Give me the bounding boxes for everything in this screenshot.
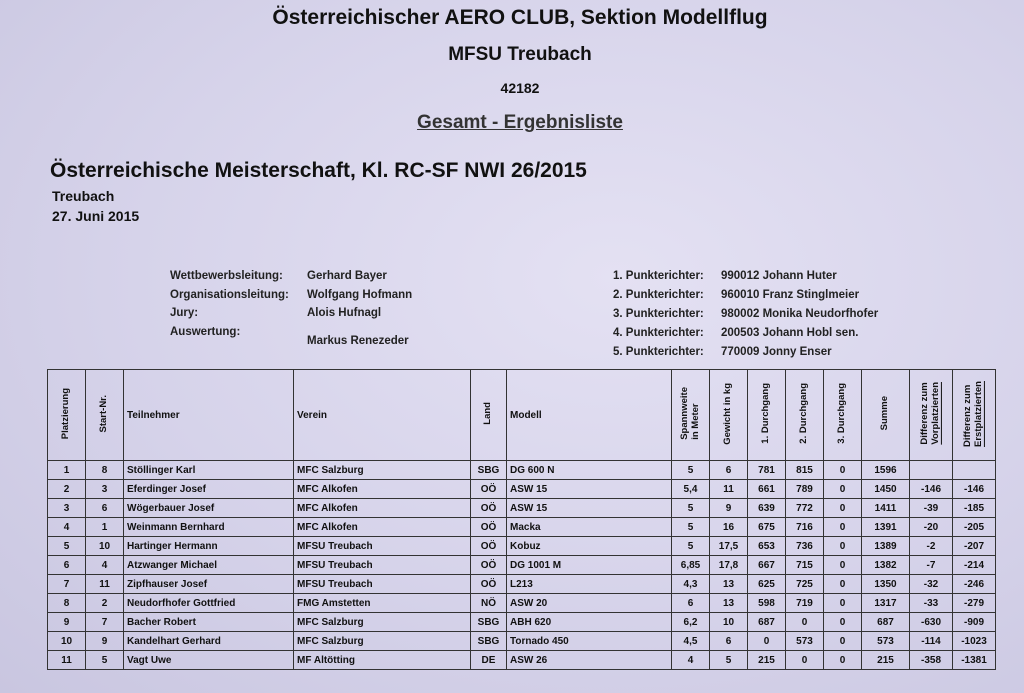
cell-land: OÖ bbox=[471, 499, 507, 518]
cell-modell: Tornado 450 bbox=[507, 632, 672, 651]
cell-gewicht: 11 bbox=[710, 480, 748, 499]
cell-verein: MFC Alkofen bbox=[294, 518, 471, 537]
cell-start-nr: 10 bbox=[86, 537, 124, 556]
table-row bbox=[48, 499, 996, 518]
header-durchgang-3: 3. Durchgang bbox=[824, 370, 862, 461]
cell-start-nr: 5 bbox=[86, 651, 124, 670]
cell-gewicht: 6 bbox=[710, 632, 748, 651]
cell-start-nr: 1 bbox=[86, 518, 124, 537]
cell-diff-vorplatzierten: -630 bbox=[910, 613, 953, 632]
cell-summe: 1450 bbox=[862, 480, 910, 499]
cell-land: NÖ bbox=[471, 594, 507, 613]
cell-modell: DG 600 N bbox=[507, 461, 672, 480]
cell-spannweite: 4,5 bbox=[672, 632, 710, 651]
cell-modell: ASW 20 bbox=[507, 594, 672, 613]
cell-spannweite: 6 bbox=[672, 594, 710, 613]
cell-spannweite: 5,4 bbox=[672, 480, 710, 499]
competition-title: Österreichische Meisterschaft, Kl. RC-SF NWI 26/2015 bbox=[50, 159, 587, 182]
official-value: Alois Hufnagl bbox=[307, 307, 382, 319]
header-land: Land bbox=[471, 370, 507, 461]
cell-verein: MFC Salzburg bbox=[294, 461, 471, 480]
cell-verein: MFSU Treubach bbox=[294, 537, 471, 556]
cell-durchgang-3: 0 bbox=[824, 461, 862, 480]
cell-gewicht: 16 bbox=[710, 518, 748, 537]
cell-spannweite: 6,85 bbox=[672, 556, 710, 575]
cell-durchgang-1: 667 bbox=[748, 556, 786, 575]
cell-durchgang-1: 687 bbox=[748, 613, 786, 632]
cell-durchgang-2: 0 bbox=[786, 651, 824, 670]
table-row bbox=[48, 575, 996, 594]
header-platzierung: Platzierung bbox=[48, 370, 86, 461]
table-row bbox=[48, 537, 996, 556]
cell-diff-erstplatzierten: -246 bbox=[953, 575, 996, 594]
cell-verein: MF Altötting bbox=[294, 651, 471, 670]
cell-summe: 1382 bbox=[862, 556, 910, 575]
cell-teilnehmer: Vagt Uwe bbox=[124, 651, 294, 670]
cell-durchgang-3: 0 bbox=[824, 518, 862, 537]
cell-start-nr: 9 bbox=[86, 632, 124, 651]
judge-label: 4. Punkterichter: bbox=[613, 327, 704, 339]
cell-teilnehmer: Atzwanger Michael bbox=[124, 556, 294, 575]
cell-durchgang-1: 215 bbox=[748, 651, 786, 670]
cell-diff-erstplatzierten: -279 bbox=[953, 594, 996, 613]
cell-durchgang-2: 789 bbox=[786, 480, 824, 499]
cell-durchgang-1: 661 bbox=[748, 480, 786, 499]
official-value: Gerhard Bayer bbox=[307, 270, 387, 282]
cell-diff-erstplatzierten: -1381 bbox=[953, 651, 996, 670]
cell-gewicht: 13 bbox=[710, 575, 748, 594]
table-row bbox=[48, 651, 996, 670]
header-summe: Summe bbox=[862, 370, 910, 461]
club-title: Österreichischer AERO CLUB, Sektion Modellflug bbox=[272, 6, 768, 29]
cell-gewicht: 6 bbox=[710, 461, 748, 480]
judge-label: 5. Punkterichter: bbox=[613, 346, 704, 358]
official-label: Jury: bbox=[170, 307, 199, 319]
cell-diff-vorplatzierten: -114 bbox=[910, 632, 953, 651]
header-gewicht: Gewicht in kg bbox=[710, 370, 748, 461]
cell-durchgang-2: 815 bbox=[786, 461, 824, 480]
table-row bbox=[48, 556, 996, 575]
cell-modell: DG 1001 M bbox=[507, 556, 672, 575]
cell-durchgang-2: 716 bbox=[786, 518, 824, 537]
cell-durchgang-3: 0 bbox=[824, 556, 862, 575]
cell-land: DE bbox=[471, 651, 507, 670]
cell-spannweite: 4,3 bbox=[672, 575, 710, 594]
judge-value: 200503 Johann Hobl sen. bbox=[721, 327, 859, 339]
judge-label: 2. Punkterichter: bbox=[613, 289, 704, 301]
official-label: Auswertung: bbox=[170, 326, 241, 338]
cell-durchgang-2: 725 bbox=[786, 575, 824, 594]
cell-durchgang-3: 0 bbox=[824, 651, 862, 670]
cell-verein: MFC Salzburg bbox=[294, 613, 471, 632]
judge-value: 770009 Jonny Enser bbox=[721, 346, 832, 358]
header-start-nr: Start-Nr. bbox=[86, 370, 124, 461]
cell-verein: MFSU Treubach bbox=[294, 556, 471, 575]
cell-durchgang-3: 0 bbox=[824, 632, 862, 651]
cell-platzierung: 11 bbox=[48, 651, 86, 670]
cell-platzierung: 2 bbox=[48, 480, 86, 499]
cell-diff-vorplatzierten: -2 bbox=[910, 537, 953, 556]
cell-land: OÖ bbox=[471, 556, 507, 575]
cell-start-nr: 8 bbox=[86, 461, 124, 480]
table-row bbox=[48, 480, 996, 499]
cell-diff-vorplatzierten bbox=[910, 461, 953, 480]
judge-label: 1. Punkterichter: bbox=[613, 270, 704, 282]
competition-place: Treubach bbox=[52, 188, 115, 204]
cell-durchgang-2: 715 bbox=[786, 556, 824, 575]
results-table bbox=[47, 369, 996, 670]
cell-platzierung: 7 bbox=[48, 575, 86, 594]
cell-gewicht: 9 bbox=[710, 499, 748, 518]
cell-teilnehmer: Stöllinger Karl bbox=[124, 461, 294, 480]
cell-spannweite: 5 bbox=[672, 461, 710, 480]
cell-platzierung: 10 bbox=[48, 632, 86, 651]
cell-durchgang-2: 719 bbox=[786, 594, 824, 613]
cell-spannweite: 4 bbox=[672, 651, 710, 670]
header-diff-erstplatzierten: Differenz zum Erstplatzierten bbox=[953, 370, 996, 461]
cell-modell: Macka bbox=[507, 518, 672, 537]
cell-diff-erstplatzierten: -214 bbox=[953, 556, 996, 575]
header-modell: Modell bbox=[507, 370, 672, 461]
cell-durchgang-3: 0 bbox=[824, 480, 862, 499]
cell-durchgang-3: 0 bbox=[824, 499, 862, 518]
cell-land: SBG bbox=[471, 632, 507, 651]
cell-durchgang-1: 639 bbox=[748, 499, 786, 518]
cell-modell: ASW 15 bbox=[507, 499, 672, 518]
cell-diff-vorplatzierten: -39 bbox=[910, 499, 953, 518]
competition-date: 27. Juni 2015 bbox=[52, 208, 140, 224]
cell-land: OÖ bbox=[471, 518, 507, 537]
cell-summe: 1317 bbox=[862, 594, 910, 613]
cell-summe: 573 bbox=[862, 632, 910, 651]
cell-durchgang-1: 653 bbox=[748, 537, 786, 556]
cell-verein: MFSU Treubach bbox=[294, 575, 471, 594]
cell-start-nr: 7 bbox=[86, 613, 124, 632]
judge-value: 990012 Johann Huter bbox=[721, 270, 837, 282]
cell-teilnehmer: Hartinger Hermann bbox=[124, 537, 294, 556]
header-spannweite: Spannweite in Meter bbox=[672, 370, 710, 461]
cell-summe: 1391 bbox=[862, 518, 910, 537]
official-label: Wettbewerbsleitung: bbox=[170, 270, 283, 282]
cell-diff-vorplatzierten: -32 bbox=[910, 575, 953, 594]
cell-platzierung: 6 bbox=[48, 556, 86, 575]
table-row bbox=[48, 461, 996, 480]
cell-summe: 1350 bbox=[862, 575, 910, 594]
table-header-row bbox=[48, 370, 996, 461]
cell-verein: MFC Alkofen bbox=[294, 499, 471, 518]
cell-platzierung: 9 bbox=[48, 613, 86, 632]
cell-spannweite: 5 bbox=[672, 537, 710, 556]
cell-platzierung: 3 bbox=[48, 499, 86, 518]
official-value: Wolfgang Hofmann bbox=[307, 289, 413, 301]
cell-verein: MFC Salzburg bbox=[294, 632, 471, 651]
cell-modell: L213 bbox=[507, 575, 672, 594]
cell-land: SBG bbox=[471, 613, 507, 632]
cell-durchgang-3: 0 bbox=[824, 575, 862, 594]
table-row bbox=[48, 632, 996, 651]
cell-spannweite: 5 bbox=[672, 518, 710, 537]
cell-summe: 1596 bbox=[862, 461, 910, 480]
cell-durchgang-3: 0 bbox=[824, 537, 862, 556]
cell-modell: ASW 15 bbox=[507, 480, 672, 499]
cell-durchgang-3: 0 bbox=[824, 594, 862, 613]
cell-durchgang-2: 573 bbox=[786, 632, 824, 651]
header-durchgang-2: 2. Durchgang bbox=[786, 370, 824, 461]
cell-spannweite: 6,2 bbox=[672, 613, 710, 632]
list-title: Gesamt - Ergebnisliste bbox=[417, 112, 623, 133]
header-teilnehmer: Teilnehmer bbox=[124, 370, 294, 461]
cell-platzierung: 8 bbox=[48, 594, 86, 613]
cell-durchgang-2: 0 bbox=[786, 613, 824, 632]
cell-gewicht: 10 bbox=[710, 613, 748, 632]
judge-value: 960010 Franz Stinglmeier bbox=[721, 289, 860, 301]
cell-platzierung: 4 bbox=[48, 518, 86, 537]
cell-land: OÖ bbox=[471, 537, 507, 556]
cell-summe: 1389 bbox=[862, 537, 910, 556]
cell-diff-erstplatzierten: -1023 bbox=[953, 632, 996, 651]
judge-value: 980002 Monika Neudorfhofer bbox=[721, 308, 879, 320]
cell-land: OÖ bbox=[471, 575, 507, 594]
cell-platzierung: 1 bbox=[48, 461, 86, 480]
cell-teilnehmer: Kandelhart Gerhard bbox=[124, 632, 294, 651]
cell-summe: 1411 bbox=[862, 499, 910, 518]
cell-gewicht: 5 bbox=[710, 651, 748, 670]
cell-durchgang-3: 0 bbox=[824, 613, 862, 632]
cell-diff-vorplatzierten: -146 bbox=[910, 480, 953, 499]
cell-modell: Kobuz bbox=[507, 537, 672, 556]
cell-spannweite: 5 bbox=[672, 499, 710, 518]
official-label: Organisationsleitung: bbox=[170, 289, 289, 301]
cell-diff-vorplatzierten: -33 bbox=[910, 594, 953, 613]
cell-durchgang-1: 625 bbox=[748, 575, 786, 594]
results-body bbox=[48, 461, 996, 670]
cell-diff-erstplatzierten: -185 bbox=[953, 499, 996, 518]
event-number: 42182 bbox=[500, 80, 540, 96]
cell-durchgang-1: 781 bbox=[748, 461, 786, 480]
cell-diff-erstplatzierten bbox=[953, 461, 996, 480]
judge-label: 3. Punkterichter: bbox=[613, 308, 704, 320]
header-verein: Verein bbox=[294, 370, 471, 461]
cell-verein: FMG Amstetten bbox=[294, 594, 471, 613]
header-diff-vorplatzierten: Differenz zum Vorplatzierten bbox=[910, 370, 953, 461]
cell-diff-erstplatzierten: -909 bbox=[953, 613, 996, 632]
cell-start-nr: 2 bbox=[86, 594, 124, 613]
cell-diff-erstplatzierten: -146 bbox=[953, 480, 996, 499]
cell-start-nr: 4 bbox=[86, 556, 124, 575]
cell-modell: ASW 26 bbox=[507, 651, 672, 670]
cell-land: SBG bbox=[471, 461, 507, 480]
cell-teilnehmer: Bacher Robert bbox=[124, 613, 294, 632]
cell-modell: ABH 620 bbox=[507, 613, 672, 632]
cell-start-nr: 6 bbox=[86, 499, 124, 518]
cell-teilnehmer: Eferdinger Josef bbox=[124, 480, 294, 499]
table-row bbox=[48, 613, 996, 632]
cell-gewicht: 17,8 bbox=[710, 556, 748, 575]
cell-teilnehmer: Zipfhauser Josef bbox=[124, 575, 294, 594]
cell-gewicht: 13 bbox=[710, 594, 748, 613]
cell-teilnehmer: Weinmann Bernhard bbox=[124, 518, 294, 537]
cell-platzierung: 5 bbox=[48, 537, 86, 556]
cell-diff-erstplatzierten: -205 bbox=[953, 518, 996, 537]
table-row bbox=[48, 518, 996, 537]
cell-summe: 215 bbox=[862, 651, 910, 670]
official-value: Markus Renezeder bbox=[307, 335, 409, 347]
organizer-title: MFSU Treubach bbox=[448, 44, 592, 65]
cell-gewicht: 17,5 bbox=[710, 537, 748, 556]
cell-durchgang-1: 0 bbox=[748, 632, 786, 651]
cell-durchgang-1: 675 bbox=[748, 518, 786, 537]
cell-summe: 687 bbox=[862, 613, 910, 632]
header-durchgang-1: 1. Durchgang bbox=[748, 370, 786, 461]
table-row bbox=[48, 594, 996, 613]
cell-teilnehmer: Wögerbauer Josef bbox=[124, 499, 294, 518]
cell-durchgang-2: 772 bbox=[786, 499, 824, 518]
cell-durchgang-2: 736 bbox=[786, 537, 824, 556]
cell-start-nr: 11 bbox=[86, 575, 124, 594]
cell-start-nr: 3 bbox=[86, 480, 124, 499]
cell-diff-vorplatzierten: -358 bbox=[910, 651, 953, 670]
cell-diff-vorplatzierten: -20 bbox=[910, 518, 953, 537]
cell-durchgang-1: 598 bbox=[748, 594, 786, 613]
cell-teilnehmer: Neudorfhofer Gottfried bbox=[124, 594, 294, 613]
cell-diff-erstplatzierten: -207 bbox=[953, 537, 996, 556]
cell-diff-vorplatzierten: -7 bbox=[910, 556, 953, 575]
cell-verein: MFC Alkofen bbox=[294, 480, 471, 499]
cell-land: OÖ bbox=[471, 480, 507, 499]
